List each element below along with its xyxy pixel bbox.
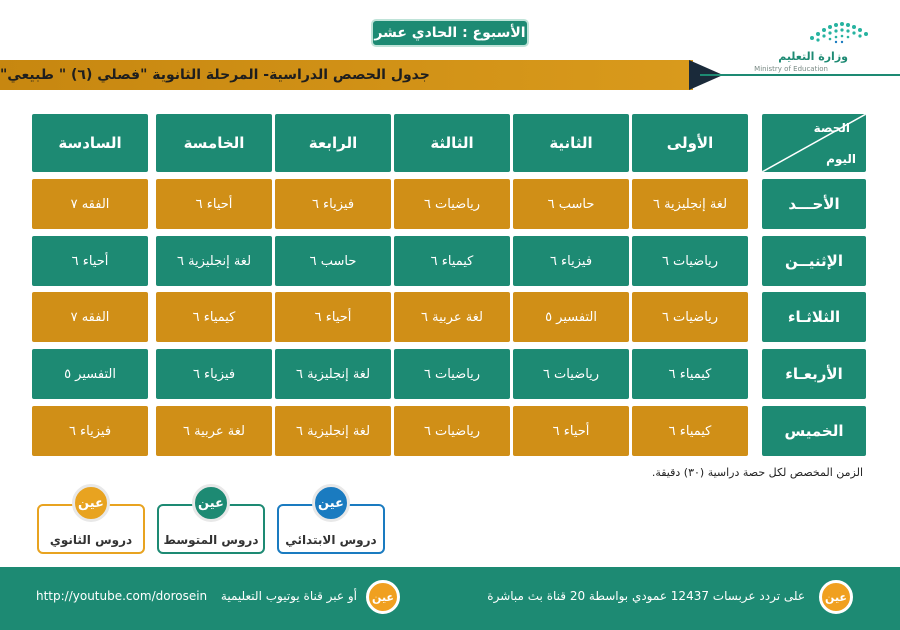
ministry-name-en: Ministry of Education — [754, 65, 828, 73]
subject-cell: حاسب ٦ — [513, 179, 629, 229]
period-header: الرابعة — [275, 114, 391, 172]
subject-cell: رياضيات ٦ — [632, 236, 748, 286]
day-label: الثلاثـاء — [762, 292, 866, 342]
ministry-emblem-icon — [806, 18, 872, 46]
footer-youtube-link[interactable]: http://youtube.com/dorosein — [36, 589, 208, 603]
corner-period-label: الحصة — [813, 121, 850, 135]
table-corner — [762, 114, 866, 172]
duration-note: الزمن المخصص لكل حصة دراسية (٣٠) دقيقة. — [651, 466, 863, 479]
subject-cell: لغة إنجليزية ٦ — [275, 406, 391, 456]
subject-cell: لغة إنجليزية ٦ — [632, 179, 748, 229]
subject-cell: فيزياء ٦ — [32, 406, 148, 456]
subject-cell: أحياء ٦ — [32, 236, 148, 286]
footer-youtube-text: أو عبر قناة يوتيوب التعليمية — [220, 589, 357, 603]
subject-cell: أحياء ٦ — [275, 292, 391, 342]
subject-cell: فيزياء ٦ — [275, 179, 391, 229]
week-badge: الأسبوع : الحادي عشر — [371, 19, 529, 47]
subject-cell: كيمياء ٦ — [632, 349, 748, 399]
subject-cell: لغة عربية ٦ — [394, 292, 510, 342]
subject-cell: حاسب ٦ — [275, 236, 391, 286]
period-header: الثالثة — [394, 114, 510, 172]
period-header: الأولى — [632, 114, 748, 172]
lesson-channel-label: دروس المتوسط — [163, 533, 259, 547]
day-label: الخميس — [762, 406, 866, 456]
subject-cell: رياضيات ٦ — [513, 349, 629, 399]
subject-cell: أحياء ٦ — [513, 406, 629, 456]
subject-cell: لغة إنجليزية ٦ — [156, 236, 272, 286]
period-header: الخامسة — [156, 114, 272, 172]
corner-day-label: اليوم — [826, 152, 856, 166]
footer-satellite-text: على تردد عربسات 12437 عمودي بواسطة 20 قناة بث مباشرة — [487, 589, 805, 603]
period-header: السادسة — [32, 114, 148, 172]
channel-logo-icon: عين — [312, 484, 350, 522]
title-underline — [700, 74, 900, 76]
subject-cell: كيمياء ٦ — [156, 292, 272, 342]
lesson-channel-label: دروس الثانوي — [49, 533, 133, 547]
subject-cell: لغة إنجليزية ٦ — [275, 349, 391, 399]
subject-cell: كيمياء ٦ — [632, 406, 748, 456]
subject-cell: رياضيات ٦ — [394, 179, 510, 229]
subject-cell: أحياء ٦ — [156, 179, 272, 229]
ministry-name-ar: وزارة التعليم — [778, 50, 848, 63]
subject-cell: كيمياء ٦ — [394, 236, 510, 286]
subject-cell: فيزياء ٦ — [513, 236, 629, 286]
subject-cell: رياضيات ٦ — [394, 406, 510, 456]
subject-cell: فيزياء ٦ — [156, 349, 272, 399]
day-label: الأحـــد — [762, 179, 866, 229]
subject-cell: الفقه ٧ — [32, 292, 148, 342]
ministry-logo — [708, 14, 878, 74]
lesson-channel-label: دروس الابتدائي — [285, 533, 377, 547]
subject-cell: التفسير ٥ — [513, 292, 629, 342]
footer-logo-youtube-icon: عين — [366, 580, 400, 614]
subject-cell: رياضيات ٦ — [394, 349, 510, 399]
subject-cell: لغة عربية ٦ — [156, 406, 272, 456]
channel-logo-icon: عين — [192, 484, 230, 522]
day-label: الإثنيــن — [762, 236, 866, 286]
footer-logo-satellite-icon: عين — [819, 580, 853, 614]
page-title: جدول الحصص الدراسية- المرحلة الثانوية "فصلي (٦) " طبيعي" — [0, 60, 693, 90]
subject-cell: رياضيات ٦ — [632, 292, 748, 342]
period-header: الثانية — [513, 114, 629, 172]
channel-logo-icon: عين — [72, 484, 110, 522]
day-label: الأربعـاء — [762, 349, 866, 399]
subject-cell: التفسير ٥ — [32, 349, 148, 399]
subject-cell: الفقه ٧ — [32, 179, 148, 229]
